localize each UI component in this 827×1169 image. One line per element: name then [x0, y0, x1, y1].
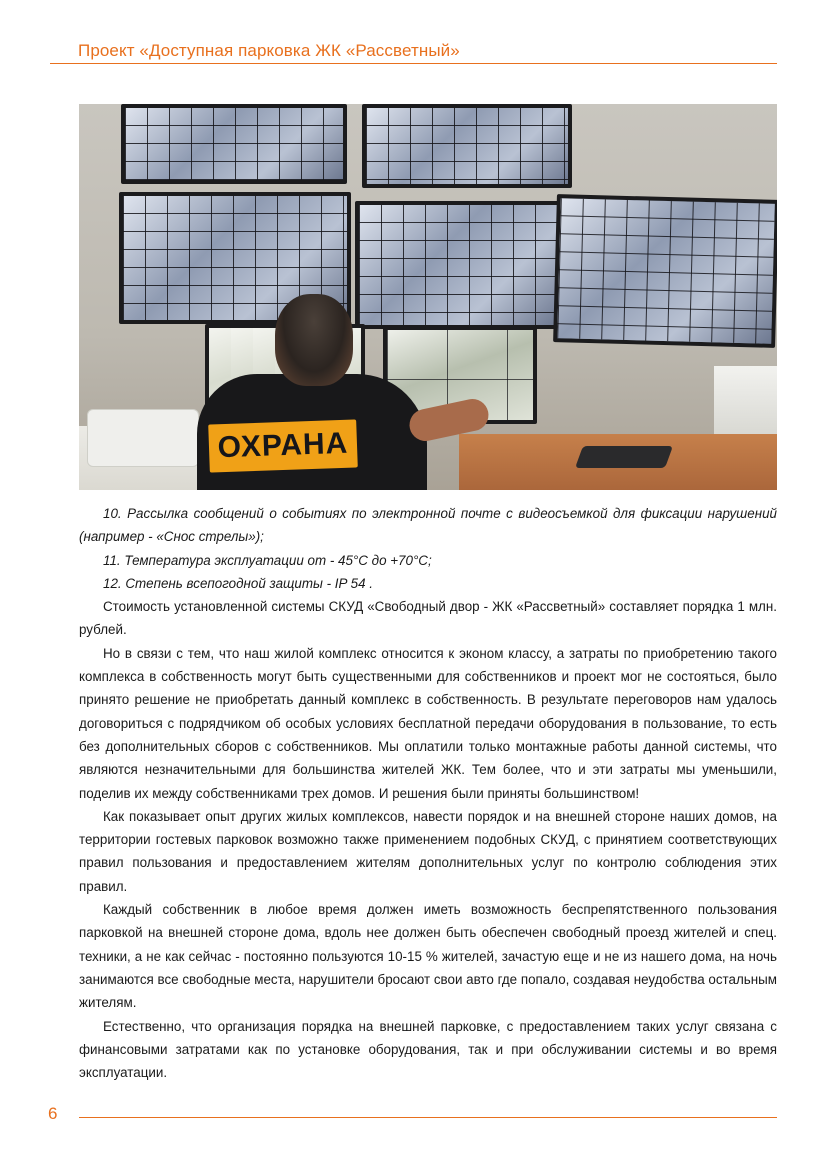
- list-item-10: 10. Рассылка сообщений о событиях по электронной почте с видеосъемкой для фиксации нарушений (например - «Снос стрелы»);: [79, 506, 777, 545]
- page-number: 6: [48, 1104, 58, 1123]
- desk-phone: [87, 409, 199, 467]
- security-room-photo: [79, 104, 777, 490]
- list-item-11: 11. Температура эксплуатации от - 45°С до +70°С;: [103, 552, 432, 568]
- paragraph-experience: Как показывает опыт других жилых комплексов, навести порядок и на внешней стороне наших домов, на территории гостевых парковок возможно также применением подобных СКУД, с принятием соответствующих правил пользования и предоставлением жителям дополнительных услуг по контролю соблюдения этих правил.: [79, 808, 777, 894]
- monitor-top-left: [121, 104, 347, 184]
- body-text: [79, 502, 777, 1084]
- paragraph-financing: Естественно, что организация порядка на внешней парковке, с предоставлением таких услуг связана с финансовыми затратами как по установке оборудования, так и при обслуживании системы и во время эксплуатации.: [79, 1018, 777, 1081]
- header-divider: [50, 63, 777, 64]
- paragraph-cost: Стоимость установленной системы СКУД «Свободный двор - ЖК «Рассветный» составляет порядка 1 млн. рублей.: [79, 599, 777, 638]
- paragraph-owner-rights: Каждый собственник в любое время должен иметь возможность беспрепятственного пользования парковкой на внешней стороне дома, вдоль нее должен быть обеспечен свободный проезд жителей и спец. техники, а не как сейчас - постоянно пользуются 10-15 % жителей, зачастую еще и не из нашего дома, на ночь занимаются все свободные места, нарушители бросают свои авто где попало, создавая неудобства остальным жителям.: [79, 902, 777, 1011]
- paragraph-decision: Но в связи с тем, что наш жилой комплекс относится к эконом классу, а затраты по приобретению такого комплекса в собственность могут быть существенными для собственников и проект мог не состояться, было принято решение не приобретать данный комплекс в собственность. В результате переговоров нам удалось договориться с подрядчиком об особых условиях бесплатной передачи оборудования в пользование, то есть без дополнительных сборов с собственников. Мы оплатили только монтажные работы данной системы, что являются незначительными для большинства жителей ЖК. Тем более, что и эти затраты мы уменьшили, поделив их между собственниками трех домов. И решения были приняты большинством!: [79, 645, 777, 801]
- monitor-middle-center: [355, 201, 561, 329]
- page-header-title: Проект «Доступная парковка ЖК «Рассветный»: [78, 41, 460, 60]
- guard-head: [275, 294, 353, 386]
- computer-tower: [714, 366, 777, 436]
- list-item-12: 12. Степень всепогодной защиты - IP 54 .: [103, 575, 373, 591]
- footer-divider: [79, 1117, 777, 1118]
- keyboard: [575, 446, 673, 468]
- monitor-middle-right: [553, 194, 777, 348]
- monitor-top-right: [362, 104, 572, 188]
- guard-shirt-label: ОХРАНА: [208, 419, 358, 472]
